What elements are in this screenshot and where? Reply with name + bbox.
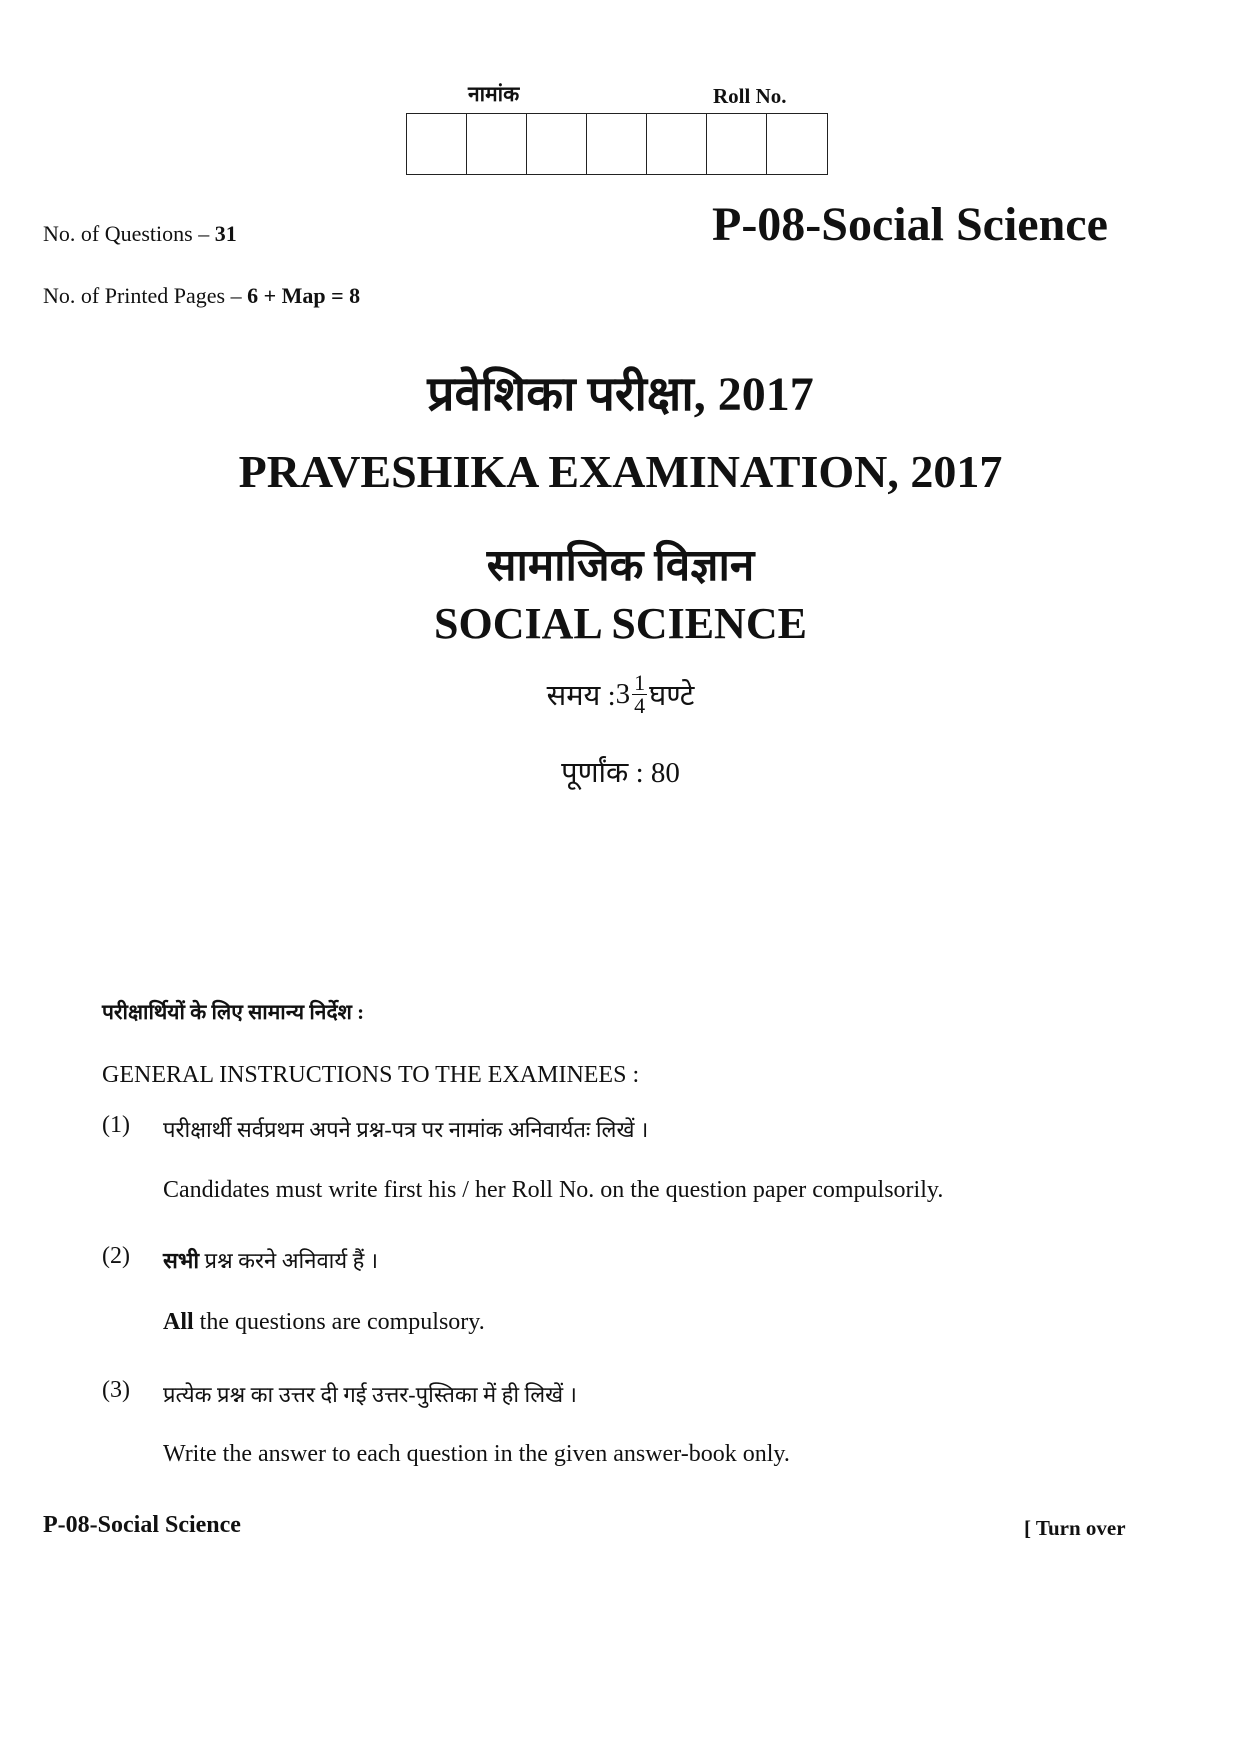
roll-number-boxes	[406, 113, 828, 175]
subject-title-english: SOCIAL SCIENCE	[434, 599, 807, 648]
instructions-heading-english: GENERAL INSTRUCTIONS TO THE EXAMINEES :	[102, 1062, 640, 1088]
instructions-heading-hindi: परीक्षार्थियों के लिए सामान्य निर्देश :	[102, 1000, 365, 1024]
instruction-text: प्रश्न करने अनिवार्य हैं ।	[199, 1248, 379, 1273]
roll-number-box[interactable]	[767, 114, 827, 174]
roll-label-hindi: नामांक	[468, 82, 520, 106]
roll-label-english: Roll No.	[713, 84, 787, 108]
printed-pages	[43, 283, 360, 309]
instruction-english: Write the answer to each question in the given answer-book only.	[163, 1441, 790, 1467]
question-count	[43, 221, 237, 247]
paper-code: P-08-Social Science	[712, 198, 1108, 251]
marks-label: पूर्णांक :	[561, 757, 651, 789]
roll-number-box[interactable]	[587, 114, 647, 174]
roll-number-box[interactable]	[647, 114, 707, 174]
time-allowed	[0, 672, 1241, 717]
exam-title-hindi: प्रवेशिका परीक्षा, 2017	[427, 368, 814, 421]
question-count-value: 31	[214, 221, 237, 246]
turn-over-note: [ Turn over	[1024, 1516, 1126, 1540]
marks-value: 80	[650, 757, 680, 789]
time-fraction-denominator: 4	[634, 693, 646, 718]
instruction-hindi: प्रत्येक प्रश्न का उत्तर दी गई उत्तर-पुस्तिका में ही लिखें ।	[163, 1382, 577, 1407]
time-fraction	[632, 672, 647, 717]
time-fraction-numerator: 1	[634, 670, 646, 695]
time-label: समय :	[546, 680, 616, 712]
question-count-label: No. of Questions –	[43, 221, 215, 246]
subject-title-hindi: सामाजिक विज्ञान	[486, 541, 755, 590]
instruction-number: (2)	[102, 1243, 130, 1269]
time-unit: घण्टे	[649, 680, 695, 712]
instruction-emphasis: सभी	[163, 1248, 200, 1273]
printed-pages-label: No. of Printed Pages –	[43, 283, 248, 308]
roll-number-box[interactable]	[407, 114, 467, 174]
instruction-english	[163, 1309, 485, 1336]
printed-pages-value: 6 + Map = 8	[247, 283, 361, 308]
roll-number-box[interactable]	[527, 114, 587, 174]
instruction-text: the questions are compulsory.	[193, 1309, 485, 1335]
instruction-hindi	[163, 1245, 378, 1275]
instruction-english: Candidates must write first his / her Roll No. on the question paper compulsorily.	[163, 1177, 944, 1203]
instruction-number: (1)	[102, 1112, 130, 1138]
instruction-hindi: परीक्षार्थी सर्वप्रथम अपने प्रश्न-पत्र पर नामांक अनिवार्यतः लिखें ।	[163, 1117, 649, 1142]
time-whole: 3	[615, 678, 631, 710]
exam-title-english: PRAVESHIKA EXAMINATION, 2017	[238, 446, 1003, 497]
roll-number-box[interactable]	[707, 114, 767, 174]
instruction-number: (3)	[102, 1377, 130, 1403]
roll-number-box[interactable]	[467, 114, 527, 174]
instruction-emphasis: All	[163, 1309, 194, 1335]
maximum-marks	[0, 752, 1241, 791]
footer-paper-code: P-08-Social Science	[43, 1512, 241, 1538]
